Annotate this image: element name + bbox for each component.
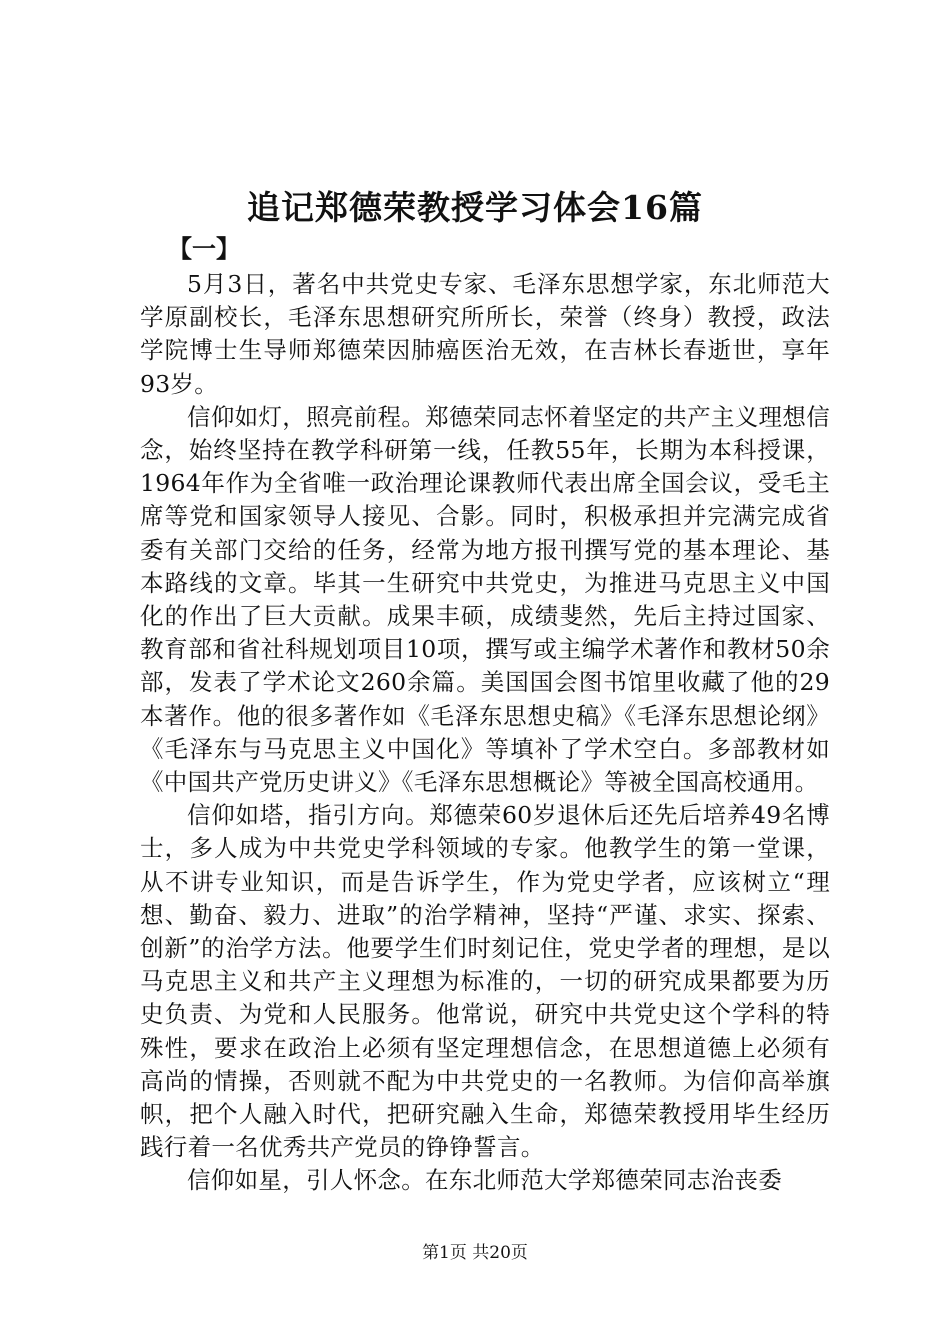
- document-body: [140, 268, 830, 1198]
- document-title: 追记郑德荣教授学习体会16篇: [247, 188, 703, 227]
- page-number-footer: 第1页 共20页: [422, 1243, 528, 1263]
- section-heading: 【一】: [168, 234, 240, 263]
- paragraph: 信仰如星，引人怀念。在东北师范大学郑德荣同志治丧委: [187, 1166, 782, 1195]
- paragraph: 信仰如灯，照亮前程。郑德荣同志怀着坚定的共产主义理想信念，始终坚持在教学科研第一线，任教55年，长期为本科授课，1964年作为全省唯一政治理论课教师代表出席全国会议，受毛主席等党和国家领导人接见、合影。同时，积极承担并完满完成省委有关部门交给的任务，经常为地方报刊撰写党的基本理论、基本路线的文章。毕其一生研究中共党史，为推进马克思主义中国化的作出了巨大贡献。成果丰硕，成绩斐然，先后主持过国家、教育部和省社科规划项目10项，撰写或主编学术著作和教材50余部，发表了学术论文260余篇。美国国会图书馆里收藏了他的29本著作。他的很多著作如《毛泽东思想史稿》《毛泽东思想论纲》《毛泽东与马克思主义中国化》等填补了学术空白。多部教材如《中国共产党历史讲义》《毛泽东思想概论》等被全国高校通用。: [140, 402, 830, 797]
- paragraph: 5月3日，著名中共党史专家、毛泽东思想学家，东北师范大学原副校长，毛泽东思想研究所所长，荣誉（终身）教授，政法学院博士生导师郑德荣因肺癌医治无效，在吉林长春逝世，享年93岁。: [140, 270, 830, 398]
- paragraph: 信仰如塔，指引方向。郑德荣60岁退休后还先后培养49名博士，多人成为中共党史学科领域的专家。他教学生的第一堂课，从不讲专业知识，而是告诉学生，作为党史学者，应该树立“理想、勤奋、毅力、进取”的治学精神，坚持“严谨、求实、探索、创新”的治学方法。他要学生们时刻记住，党史学者的理想，是以马克思主义和共产主义理想为标准的，一切的研究成果都要为历史负责、为党和人民服务。他常说，研究中共党史这个学科的特殊性，要求在政治上必须有坚定理想信念，在思想道德上必须有高尚的情操，否则就不配为中共党史的一名教师。为信仰高举旗帜，把个人融入时代，把研究融入生命，郑德荣教授用毕生经历践行着一名优秀共产党员的铮铮誓言。: [140, 801, 830, 1162]
